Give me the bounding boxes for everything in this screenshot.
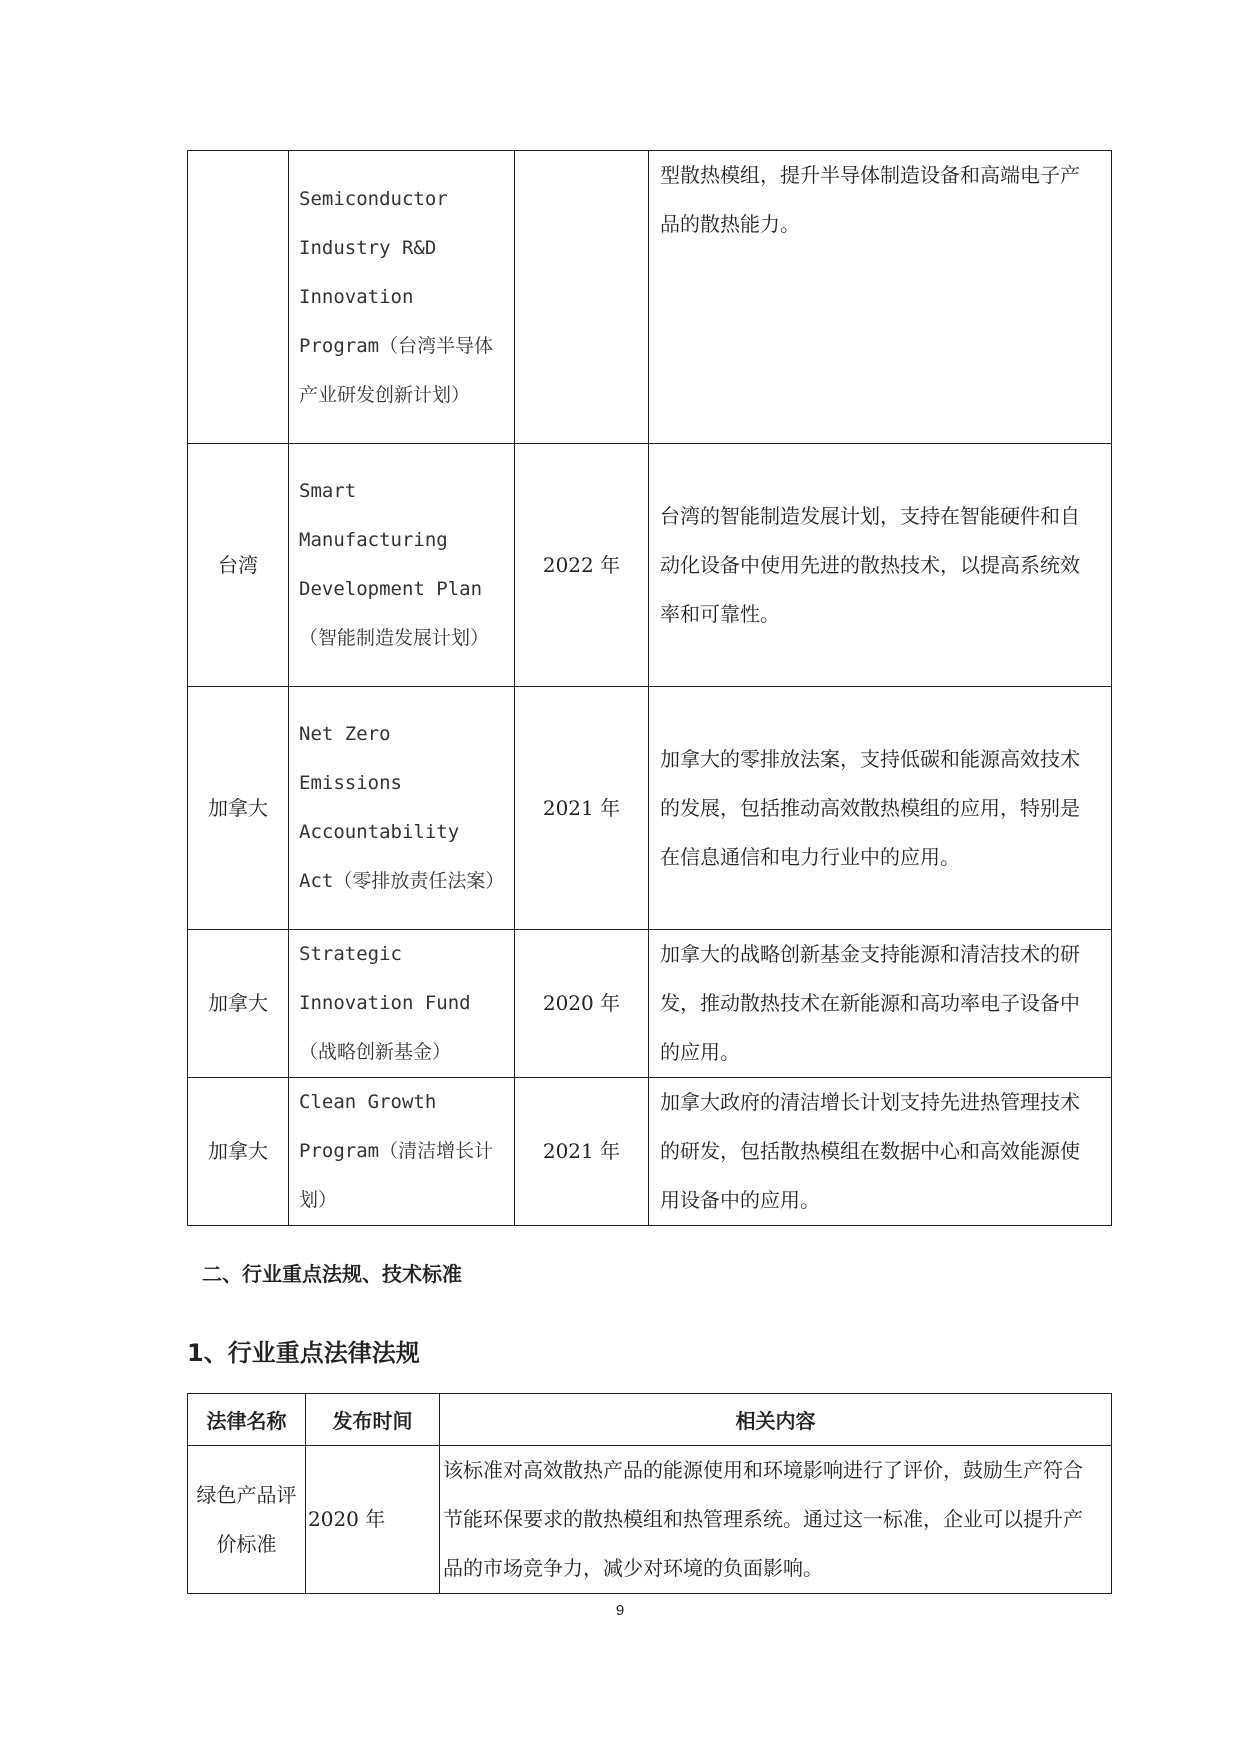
year-cell: [515, 151, 649, 444]
header-release-date: 发布时间: [306, 1394, 440, 1446]
policy-name-cell: Smart Manufacturing Development Plan（智能制造发展计划）: [289, 444, 515, 687]
description-cell: 加拿大的战略创新基金支持能源和清洁技术的研发，推动散热技术在新能源和高功率电子设备中的应用。: [649, 930, 1112, 1078]
law-name-cell: 绿色产品评价标准: [188, 1446, 306, 1594]
table-header-row: [188, 1394, 1112, 1446]
region-cell: 台湾: [188, 444, 289, 687]
year-cell: 2021 年: [515, 1078, 649, 1226]
header-related-content: 相关内容: [440, 1394, 1112, 1446]
region-cell: [188, 151, 289, 444]
region-cell: 加拿大: [188, 930, 289, 1078]
table-row: [188, 687, 1112, 930]
law-content-cell: 该标准对高效散热产品的能源使用和环境影响进行了评价，鼓励生产符合节能环保要求的散热模组和热管理系统。通过这一标准，企业可以提升产品的市场竞争力，减少对环境的负面影响。: [440, 1446, 1112, 1594]
table-row: [188, 151, 1112, 444]
policy-name-cell: Clean Growth Program（清洁增长计划）: [289, 1078, 515, 1226]
description-cell: 加拿大的零排放法案，支持低碳和能源高效技术的发展，包括推动高效散热模组的应用，特别是在信息通信和电力行业中的应用。: [649, 687, 1112, 930]
policy-name-cell: Semiconductor Industry R&D Innovation Program（台湾半导体产业研发创新计划）: [289, 151, 515, 444]
year-cell: 2021 年: [515, 687, 649, 930]
description-cell: 加拿大政府的清洁增长计划支持先进热管理技术的研发，包括散热模组在数据中心和高效能源使用设备中的应用。: [649, 1078, 1112, 1226]
description-cell: 台湾的智能制造发展计划，支持在智能硬件和自动化设备中使用先进的散热技术，以提高系统效率和可靠性。: [649, 444, 1112, 687]
region-cell: 加拿大: [188, 1078, 289, 1226]
header-law-name: 法律名称: [188, 1394, 306, 1446]
policy-name-cell: Strategic Innovation Fund（战略创新基金）: [289, 930, 515, 1078]
policy-table: [187, 150, 1112, 1226]
year-cell: 2022 年: [515, 444, 649, 687]
region-cell: 加拿大: [188, 687, 289, 930]
law-table: [187, 1393, 1112, 1594]
page-number: 9: [615, 1602, 625, 1619]
description-cell: 型散热模组，提升半导体制造设备和高端电子产品的散热能力。: [649, 151, 1112, 444]
law-date-cell: 2020 年: [306, 1446, 440, 1594]
subsection-title: 1、行业重点法律法规: [187, 1339, 420, 1367]
table-row: [188, 1078, 1112, 1226]
table-row: [188, 444, 1112, 687]
table-row: [188, 930, 1112, 1078]
section-title: 二、行业重点法规、技术标准: [202, 1262, 462, 1286]
year-cell: 2020 年: [515, 930, 649, 1078]
table-row: [188, 1446, 1112, 1594]
policy-name-cell: Net Zero Emissions Accountability Act（零排放责任法案）: [289, 687, 515, 930]
